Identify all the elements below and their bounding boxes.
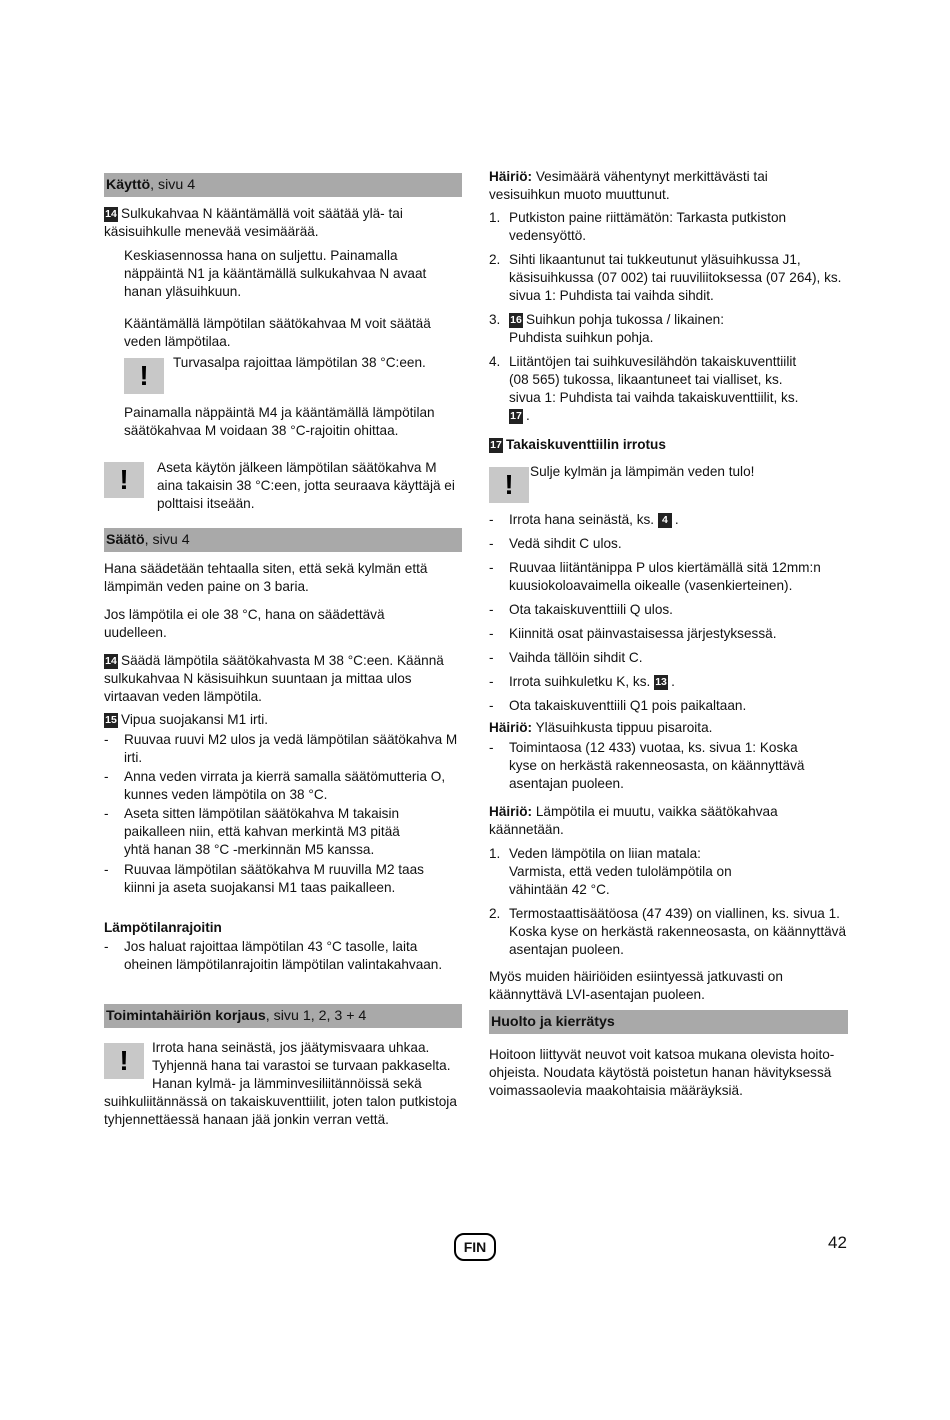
care-text: Hoitoon liittyvät neuvot voit katsoa mukana olevista hoito-ohjeista. Noudata käytöstä poistetun hanan hävityksessä voimassaolevia maakohtaisia määräyksiä. [489,1047,835,1098]
warning-text-4: Sulje kylmän ja lämpimän veden tulo! [530,464,755,479]
list-item: - Ota takaiskuventtiili Q1 pois paikaltaan. [489,698,747,713]
para-operation-4: Painamalla näppäintä M4 ja kääntämällä lämpötilan säätökahvaa M voidaan 38 °C-rajoitin ohittaa. [124,405,435,438]
list-item: 4. Liitäntöjen tai suihkuvesilähdön takaiskuventtiilit (08 565) tukossa, likaantuneet tai vialliset, ks. sivua 1: Puhdista tai vaihda takaiskuventtiilit, ks. 17 . [489,354,799,423]
limiter-title: Lämpötilanrajoitin [104,920,222,935]
section-header-care: Huolto ja kierrätys [489,1010,848,1034]
fault-1: Häiriö: Vesimäärä vähentynyt merkittävästi tai vesisuihkun muoto muuttunut. [489,169,768,202]
section-header-kaytto: Käyttö, sivu 4 [104,173,462,197]
section-header-troubleshooting: Toimintahäiriön korjaus, sivu 1, 2, 3 + 4 [104,1004,462,1028]
figure-badge: 17 [490,439,502,451]
fault-3-list [489,845,851,959]
adjust-dash-list [104,731,464,897]
list-item: - Ruuvaa lämpötilan säätökahva M ruuvilla M2 taas kiinni ja aseta suojakansi M1 taas paikalleen. [104,862,424,895]
list-item: - Vedä sihdit C ulos. [489,536,622,551]
warning-text-1: Turvasalpa rajoittaa lämpötilan 38 °C:een. [173,355,426,370]
fault-3: Häiriö: Lämpötila ei muutu, vaikka säätökahvaa käännetään. [489,804,778,837]
para-operation-3: Kääntämällä lämpötilan säätökahvaa M voit säätää veden lämpötilaa. [124,316,431,349]
fault-1-list [489,209,851,425]
list-item: - Anna veden virrata ja kierrä samalla säätömutteria O, kunnes veden lämpötila on 38 °C. [104,769,446,802]
warning-text-3: Irrota hana seinästä, jos jäätymisvaara uhkaa. Tyhjennä hana tai varastoi se turvaan pakkaselta. Hanan kylmä- ja lämminvesiliitännöissä sekä suihkuliitännässä on takaiskuventtiilit, joten talon putkistoja tyhjennettäessä hanaan jää jonkin verran vettä. [104,1040,457,1127]
list-item: - Kiinnitä osat päinvastaisessa järjestyksessä. [489,626,777,641]
list-item: 3. 16 Suihkun pohja tukossa / likainen: Puhdista suihkun pohja. [489,312,724,345]
figure-badge: 4 [658,513,672,528]
para-adjust-3: 14 Säädä lämpötila säätökahvasta M 38 °C:een. Käännä sulkukahvaa N käsisuihkun suuntaan ja mittaa ulos virtaavan veden lämpötila. [104,653,444,704]
list-item: - Aseta sitten lämpötilan säätökahva M takaisin paikalleen niin, että kahvan merkintä M3 pitää yhtä hanan 38 °C -merkinnän M5 kanssa. [104,806,400,857]
list-item: 1. Veden lämpötila on liian matala: Varmista, että veden tulolämpötila on vähintään 42 °C. [489,846,732,897]
removal-dash-list [489,511,851,721]
figure-badge: 17 [510,410,522,422]
para-adjust-4: 15 Vipua suojakansi M1 irti. [105,712,269,727]
section-17-title: 17 Takaiskuventtiilin irrotus [490,437,666,452]
list-item: 1. Putkiston paine riittämätön: Tarkasta putkiston vedensyöttö. [489,210,787,243]
list-item: - Vaihda tällöin sihdit C. [489,650,643,665]
limiter-item: - Jos haluat rajoittaa lämpötilan 43 °C tasolle, laita oheinen lämpötilanrajoitin lämpötilan valintakahvaan. [104,939,443,972]
para-operation-2: Keskiasennossa hana on suljettu. Painamalla näppäintä N1 ja kääntämällä sulkukahvaa N avaat hanan yläsuihkuun. [124,248,427,299]
section-header-saato: Säätö, sivu 4 [104,528,462,552]
list-item: - Ota takaiskuventtiili Q ulos. [489,602,673,617]
fault-2-item: - Toimintaosa (12 433) vuotaa, ks. sivua 1: Koska kyse on herkästä rakenneosasta, on käännyttävä asentajan puoleen. [489,740,805,791]
list-item: - Ruuvaa ruuvi M2 ulos ja vedä lämpötilan säätökahva M irti. [104,732,458,765]
figure-badge: 16 [510,314,522,326]
figure-badge: 13 [655,676,667,688]
list-item: - Irrota hana seinästä, ks. 4 . [489,512,679,527]
page-number: 42 [828,1233,847,1252]
fault-final: Myös muiden häiriöiden esiintyessä jatkuvasti on käännyttävä LVI-asentajan puoleen. [489,969,783,1002]
fault-2: Häiriö: Yläsuihkusta tippuu pisaroita. [489,720,713,735]
figure-badge: 14 [105,655,117,667]
para-adjust-2: Jos lämpötila ei ole 38 °C, hana on säädettävä uudelleen. [104,607,385,640]
list-item: 2. Termostaattisäätöosa (47 439) on viallinen, ks. sivua 1. Koska kyse on herkästä rakenneosasta, on käännyttävä asentajan puoleen. [489,906,847,957]
warning-icon [104,462,144,498]
para-adjust-1: Hana säädetään tehtaalla siten, että sekä kylmän että lämpimän veden paine on 3 baria. [104,561,428,594]
list-item: - Irrota suihkuletku K, ks. 13 . [489,674,675,689]
para-operation-1: 14 Sulkukahvaa N kääntämällä voit säätää ylä- tai käsisuihkulle menevää vesimäärää. [104,206,403,239]
figure-badge: 14 [105,208,117,220]
warning-text-2: Aseta käytön jälkeen lämpötilan säätökahva M aina takaisin 38 °C:een, jotta seuraava käyttäjä ei polttaisi itseään. [157,460,455,511]
list-item: - Ruuvaa liitäntänippa P ulos kiertämällä sitä 12mm:n kuusiokoloavaimella oikealle (vasenkierteinen). [489,560,821,593]
warning-icon [489,467,529,503]
warning-icon [124,358,164,394]
language-badge: FIN [454,1233,496,1261]
figure-badge: 15 [105,714,117,726]
list-item: 2. Sihti likaantunut tai tukkeutunut yläsuihkussa J1, käsisuihkussa (07 002) tai ruuviliitoksessa (07 264), ks. sivua 1: Puhdista tai vaihda sihdit. [489,252,842,303]
